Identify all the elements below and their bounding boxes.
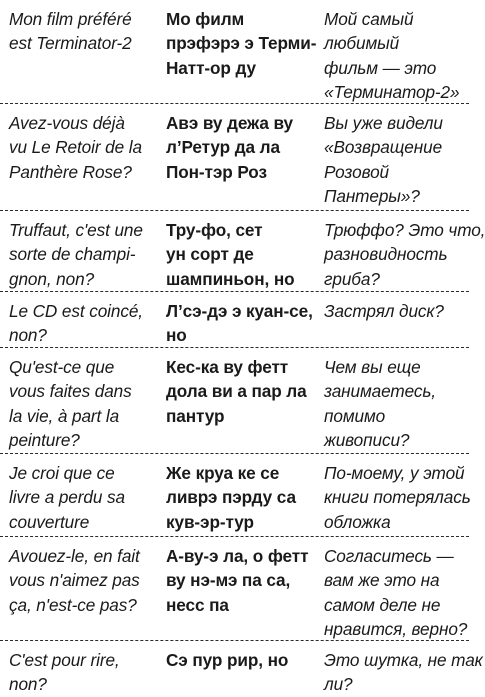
table-row <box>0 104 469 211</box>
table-row <box>0 0 469 104</box>
french-phrase: Avez-vous déjà vu Le Retoir de la Panthère Rose? <box>9 113 142 182</box>
transcription: Кес-ка ву фетт дола ви а пар ла пантур <box>166 357 307 426</box>
table-row <box>0 292 469 348</box>
french-phrase: Je croi que ce livre a perdu sa couverture <box>9 463 125 532</box>
french-phrase: Mon film préféré est Terminator-2 <box>9 9 132 54</box>
transcription: Мо филм прэфэрэ э Терми- Натт-ор ду <box>166 9 317 78</box>
french-phrase: Le CD est coincé, non? <box>9 301 143 346</box>
russian-translation: Трюффо? Это что, разновидность гриба? <box>324 220 485 289</box>
table-row <box>0 641 483 695</box>
table-row <box>0 537 469 641</box>
french-phrase: Truffaut, c'est une sorte de champi- gnon, non? <box>9 220 143 289</box>
french-phrase: Qu'est-ce que vous faites dans la vie, à part la peinture? <box>9 357 132 450</box>
russian-translation: Это шутка, не так ли? <box>324 650 483 695</box>
transcription: Тру-фо, сет ун сорт де шампиньон, но <box>166 220 295 289</box>
russian-translation: Вы уже видели «Возвращение Розовой Пантеры»? <box>324 113 443 206</box>
transcription: А-ву-э ла, о фетт ву нэ-мэ па са, несс па <box>166 546 309 615</box>
transcription: Л’сэ-дэ э куан-се, но <box>166 301 313 346</box>
french-phrase: C'est pour rire, non? <box>9 650 120 695</box>
russian-translation: Чем вы еще занимаетесь, помимо живописи? <box>324 357 436 450</box>
table-row <box>0 211 485 292</box>
russian-translation: Мой самый любимый фильм — это «Терминатор-2» <box>324 9 460 102</box>
russian-translation: По-моему, у этой книги потерялась обложка <box>324 463 471 532</box>
russian-translation: Застрял диск? <box>324 301 444 321</box>
table-row <box>0 454 469 537</box>
transcription: Авэ ву дежа ву л’Ретур да ла Пон-тэр Роз <box>166 113 293 182</box>
french-phrase: Avouez-le, en fait vous n'aimez pas ça, n'est-ce pas? <box>9 546 140 615</box>
transcription: Сэ пур рир, но <box>166 650 289 670</box>
table-row <box>0 348 469 454</box>
transcription: Же круа ке се ливрэ пэрду са кув-эр-тур <box>166 463 296 532</box>
russian-translation: Согласитесь — вам же это на самом деле не нравится, верно? <box>324 546 468 639</box>
